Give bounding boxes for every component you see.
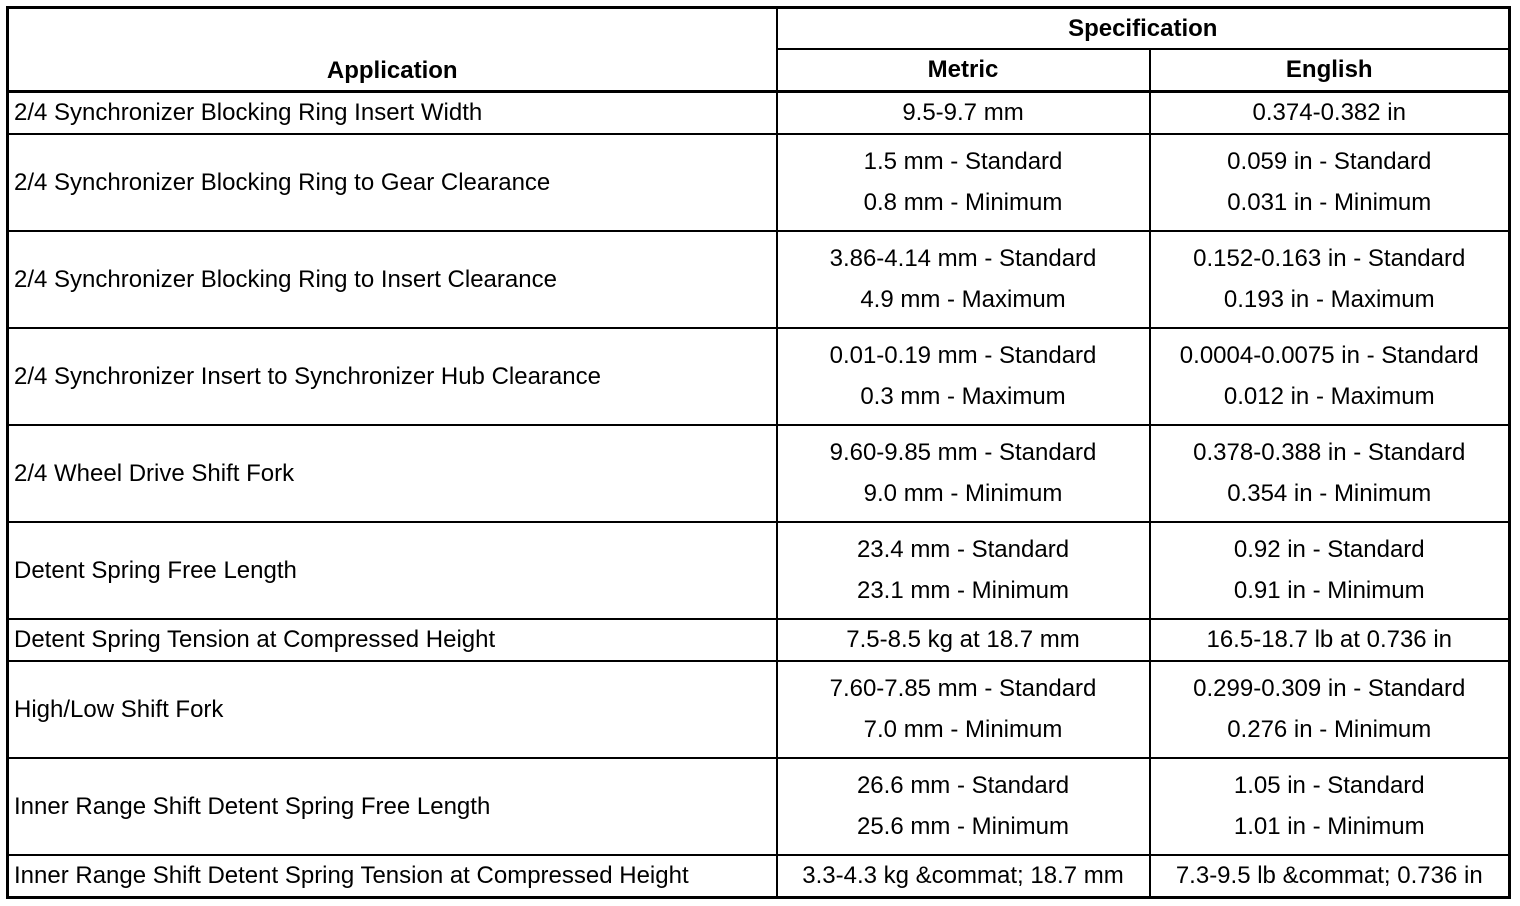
english-cell (1150, 92, 1510, 135)
english-value: 0.378-0.388 in - Standard (1193, 439, 1466, 466)
english-value: 0.276 in - Minimum (1227, 716, 1432, 743)
metric-cell (777, 661, 1150, 758)
table-row (8, 134, 1510, 231)
table-row (8, 855, 1510, 898)
english-value: 0.92 in - Standard (1233, 536, 1425, 563)
metric-value: 23.4 mm - Standard (856, 536, 1070, 563)
english-cell (1150, 855, 1510, 898)
english-value: 1.01 in - Minimum (1233, 813, 1425, 840)
english-value: 0.031 in - Minimum (1227, 189, 1432, 216)
application-cell: Inner Range Shift Detent Spring Free Length (8, 758, 777, 855)
metric-cell (777, 855, 1150, 898)
application-cell: 2/4 Synchronizer Insert to Synchronizer Hub Clearance (8, 328, 777, 425)
table-row (8, 619, 1510, 661)
application-cell: 2/4 Wheel Drive Shift Fork (8, 425, 777, 522)
english-cell (1150, 619, 1510, 661)
english-cell (1150, 425, 1510, 522)
line-spacer (778, 467, 1149, 480)
specification-header: Specification (777, 8, 1510, 50)
english-value: 0.0004-0.0075 in - Standard (1179, 342, 1479, 369)
application-header: Application (8, 8, 777, 92)
application-cell: 2/4 Synchronizer Blocking Ring Insert Width (8, 92, 777, 135)
metric-value: 7.60-7.85 mm - Standard (829, 675, 1097, 702)
application-cell: 2/4 Synchronizer Blocking Ring to Gear Clearance (8, 134, 777, 231)
table-row (8, 425, 1510, 522)
line-spacer (778, 273, 1149, 286)
table-row (8, 758, 1510, 855)
table-row (8, 92, 1510, 135)
metric-cell (777, 619, 1150, 661)
english-cell (1150, 661, 1510, 758)
metric-value: 0.3 mm - Maximum (860, 383, 1066, 410)
metric-value: 23.1 mm - Minimum (856, 577, 1070, 604)
english-cell (1150, 328, 1510, 425)
metric-header: Metric (777, 49, 1150, 92)
english-value: 0.374-0.382 in (1252, 99, 1406, 126)
metric-value: 4.9 mm - Maximum (860, 286, 1066, 313)
metric-value: 3.3-4.3 kg &commat; 18.7 mm (802, 862, 1124, 889)
metric-cell (777, 758, 1150, 855)
application-cell: Inner Range Shift Detent Spring Tension at Compressed Height (8, 855, 777, 898)
english-value: 0.012 in - Maximum (1223, 383, 1435, 410)
metric-value: 9.60-9.85 mm - Standard (829, 439, 1097, 466)
line-spacer (778, 703, 1149, 716)
line-spacer (1151, 703, 1509, 716)
line-spacer (1151, 467, 1509, 480)
application-cell: 2/4 Synchronizer Blocking Ring to Insert Clearance (8, 231, 777, 328)
english-cell (1150, 522, 1510, 619)
english-value: 0.91 in - Minimum (1233, 577, 1425, 604)
line-spacer (1151, 800, 1509, 813)
metric-value: 26.6 mm - Standard (856, 772, 1070, 799)
line-spacer (1151, 273, 1509, 286)
metric-value: 0.8 mm - Minimum (863, 189, 1063, 216)
metric-value: 3.86-4.14 mm - Standard (829, 245, 1097, 272)
table-row (8, 231, 1510, 328)
table-row (8, 328, 1510, 425)
application-cell: High/Low Shift Fork (8, 661, 777, 758)
line-spacer (778, 176, 1149, 189)
english-value: 0.059 in - Standard (1227, 148, 1432, 175)
metric-cell (777, 328, 1150, 425)
table-row (8, 522, 1510, 619)
line-spacer (1151, 176, 1509, 189)
application-cell: Detent Spring Free Length (8, 522, 777, 619)
metric-value: 25.6 mm - Minimum (856, 813, 1070, 840)
english-value: 0.152-0.163 in - Standard (1193, 245, 1466, 272)
spec-table-container (6, 6, 1508, 899)
english-value: 1.05 in - Standard (1233, 772, 1425, 799)
english-value: 0.193 in - Maximum (1223, 286, 1435, 313)
specification-table (6, 6, 1511, 899)
english-cell (1150, 758, 1510, 855)
metric-cell (777, 522, 1150, 619)
metric-value: 0.01-0.19 mm - Standard (829, 342, 1097, 369)
english-value: 16.5-18.7 lb at 0.736 in (1206, 626, 1453, 653)
metric-value: 9.0 mm - Minimum (863, 480, 1063, 507)
line-spacer (778, 370, 1149, 383)
line-spacer (1151, 564, 1509, 577)
metric-cell (777, 231, 1150, 328)
metric-value: 1.5 mm - Standard (863, 148, 1063, 175)
line-spacer (1151, 370, 1509, 383)
metric-value: 7.0 mm - Minimum (863, 716, 1063, 743)
english-cell (1150, 134, 1510, 231)
english-header: English (1150, 49, 1510, 92)
metric-value: 9.5-9.7 mm (902, 99, 1024, 126)
application-cell: Detent Spring Tension at Compressed Height (8, 619, 777, 661)
line-spacer (778, 800, 1149, 813)
metric-value: 7.5-8.5 kg at 18.7 mm (846, 626, 1080, 653)
line-spacer (778, 564, 1149, 577)
english-value: 7.3-9.5 lb &commat; 0.736 in (1175, 862, 1483, 889)
english-value: 0.299-0.309 in - Standard (1193, 675, 1466, 702)
metric-cell (777, 425, 1150, 522)
english-cell (1150, 231, 1510, 328)
metric-cell (777, 92, 1150, 135)
metric-cell (777, 134, 1150, 231)
english-value: 0.354 in - Minimum (1227, 480, 1432, 507)
table-row (8, 661, 1510, 758)
